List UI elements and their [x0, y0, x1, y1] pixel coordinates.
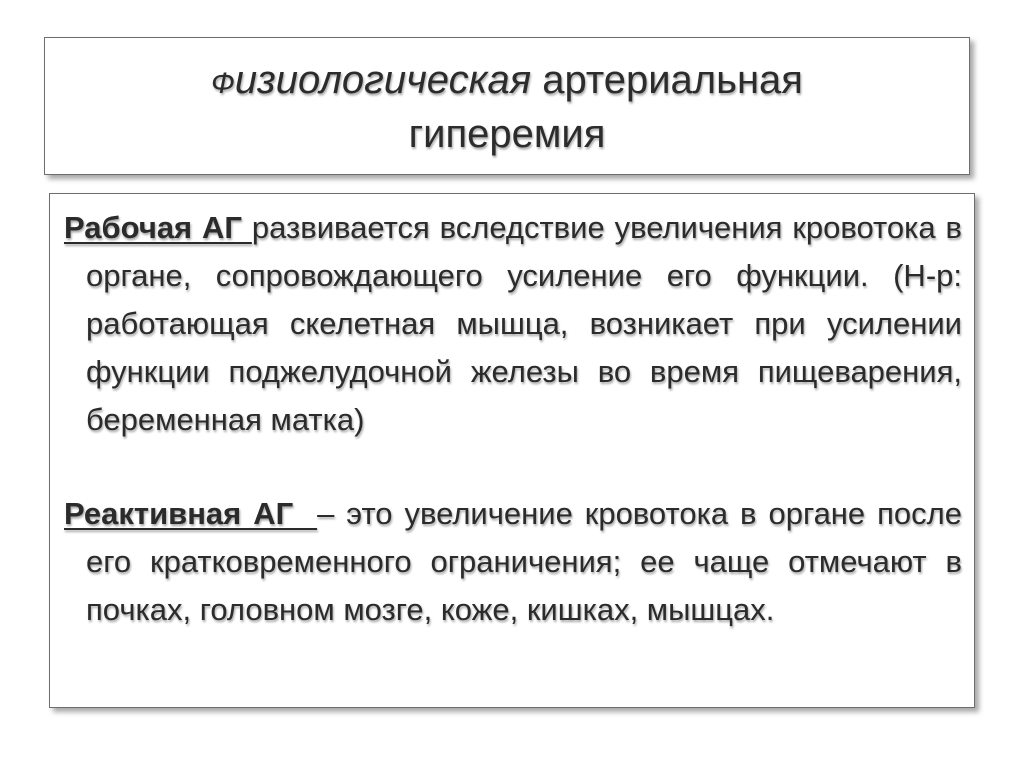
slide-title-line-2: гиперемия — [408, 112, 606, 156]
paragraph-working-hyperemia — [64, 204, 962, 444]
paragraph-reactive-hyperemia — [64, 490, 962, 634]
paragraph-reactive-hyperemia-text: – это увеличение кровотока в органе после его кратковременного ограничения; ее чаще отмечают в почках, головном мозге, коже, кишках, мышцах. — [86, 496, 962, 627]
paragraph-working-hyperemia-text: развивается вследствие увеличения кровотока в органе, сопровождающего усиление его функции. (Н-р: работающая скелетная мышца, возникает при усилении функции поджелудочной железы во время пищеварения, беременная матка) — [86, 210, 962, 437]
slide-title-line-1 — [45, 55, 969, 109]
slide-title-first-letter: Ф — [211, 67, 235, 100]
slide-title-italic — [211, 58, 531, 102]
slide-title-italic-rest: изиологическая — [234, 58, 532, 102]
content-box — [49, 193, 975, 708]
term-working-hyperemia: Рабочая АГ — [64, 210, 252, 245]
slide-title-line-1-rest: артериальная — [531, 58, 803, 102]
term-reactive-hyperemia: Реактивная АГ — [64, 496, 318, 531]
title-box — [44, 37, 970, 175]
